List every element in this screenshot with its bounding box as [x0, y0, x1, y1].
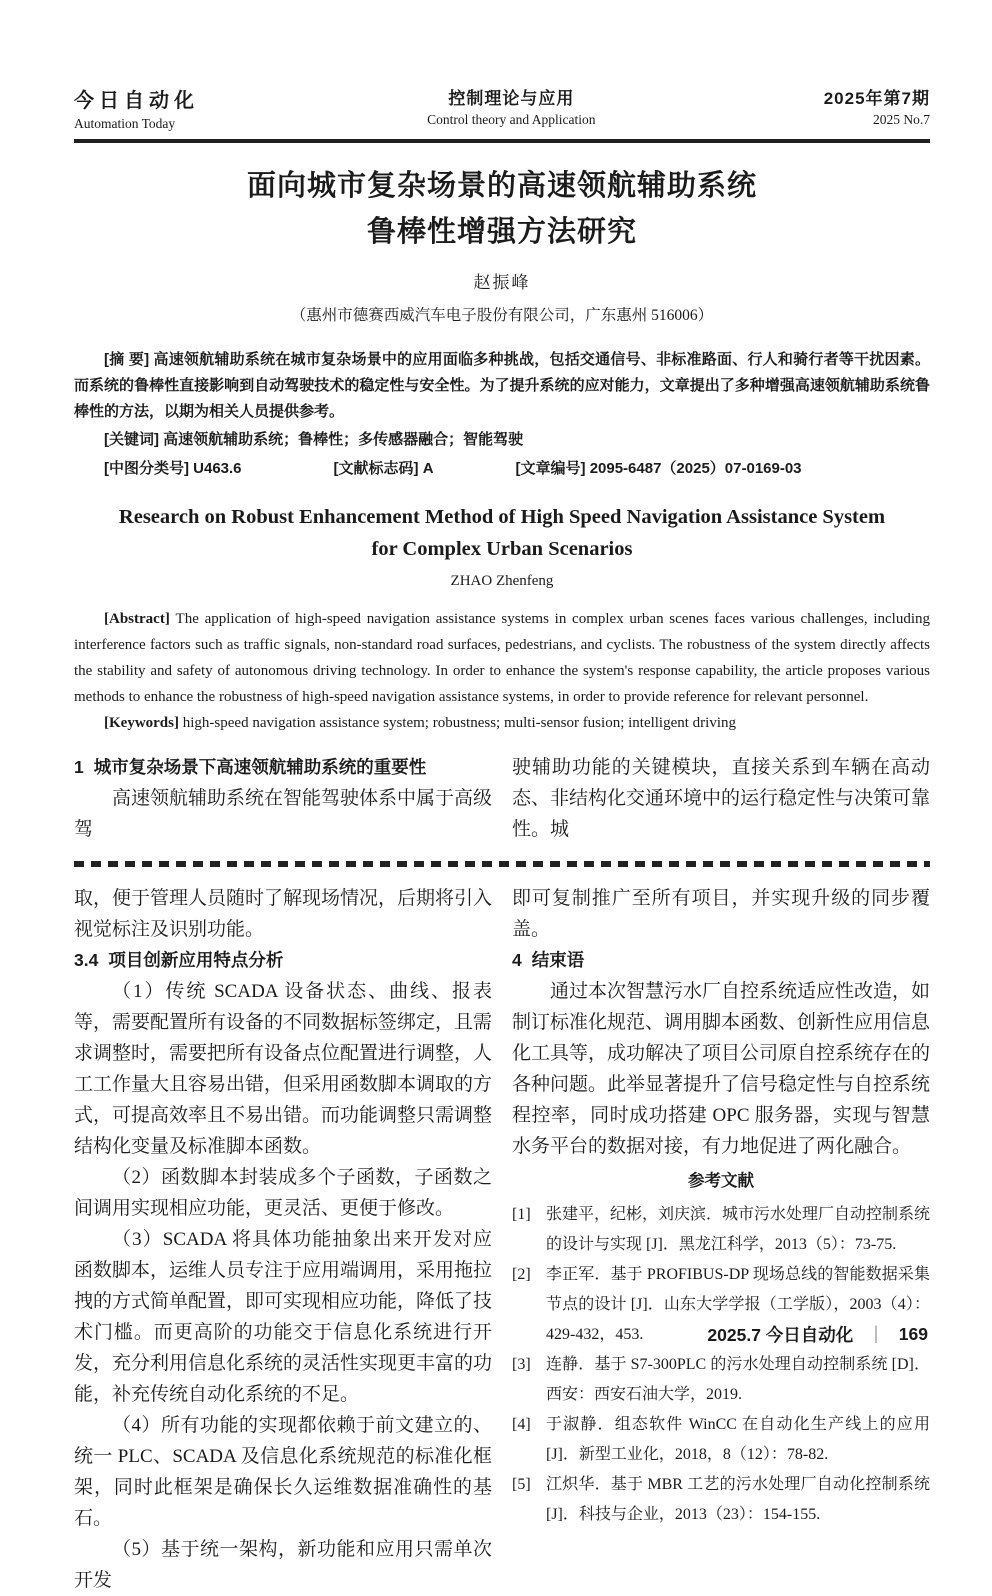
abstract-en-text: The application of high-speed navigation assistance systems in complex urban scenes faces various challenges, including interference factors such as traffic signals, non-standard road surfaces, pedestrians, and cyclists. The robustness of the system directly affects the stability and safety of autonomous driving technology. In order to enhance the system's response capability, the article proposes various methods to enhance the robustness of high-speed navigation assistance systems, in order to provide reference for relevant personnel. — [74, 611, 930, 706]
section1-right-text: 驶辅助功能的关键模块，直接关系到车辆在高动态、非结构化交通环境中的运行稳定性与决策可靠性。城 — [512, 757, 931, 841]
abstract-en — [74, 606, 930, 710]
footer-divider: ｜ — [867, 1325, 885, 1345]
column-name-en: Control theory and Application — [427, 112, 596, 127]
column-name-cn: 控制理论与应用 — [448, 89, 575, 108]
section4-title: 结束语 — [531, 950, 585, 971]
affiliation: （惠州市德赛西威汽车电子股份有限公司，广东惠州 516006） — [290, 306, 714, 324]
section1-title: 城市复杂场景下高速领航辅助系统的重要性 — [93, 757, 427, 778]
paragraph: （1）传统 SCADA 设备状态、曲线、报表等，需要配置所有设备的不同数据标签绑定，且需求调整时，需要把所有设备点位配置进行调整，人工工作量大且容易出错，但采用函数脚本调取的方式，可提高效率且不易出错。而功能调整只需调整结构化变量及标准脚本函数。 — [74, 981, 493, 1158]
journal-header — [74, 84, 930, 132]
paragraph: （2）函数脚本封装成多个子函数，子函数之间调用实现相应功能，更灵活、更便于修改。 — [74, 1167, 492, 1220]
section4-number: 4 — [512, 950, 522, 971]
journal-masthead — [74, 84, 199, 132]
reference-number: [4] — [512, 1416, 531, 1434]
keywords-en — [74, 710, 930, 736]
article-title-en — [74, 502, 930, 566]
abstract-en-block — [74, 606, 930, 736]
continued-right-column — [512, 883, 930, 1596]
article-id: [文章编号] 2095-6487（2025）07-0169-03 — [515, 459, 802, 477]
reference-number: [5] — [512, 1476, 531, 1494]
keywords-en-text: high-speed navigation assistance system; robustness; multi-sensor fusion; intelligent driving — [182, 715, 737, 732]
reference-text: 江炽华．基于 MBR 工艺的污水处理厂自动化控制系统 [J]．科技与企业，2013（23）：154-155. — [546, 1476, 930, 1524]
paragraph: （3）SCADA 将具体功能抽象出来开发对应函数脚本，运维人员专注于应用端调用，采用拖拉拽的方式简单配置，即可实现相应功能，降低了技术门槛。而更高阶的功能交于信息化系统进行开发，充分利用信息化系统的灵活性实现更丰富的功能，补充传统自动化系统的不足。 — [74, 1229, 493, 1406]
section4-heading — [512, 945, 930, 976]
section34-number: 3.4 — [74, 950, 99, 971]
section1-heading — [74, 752, 492, 783]
abstract-cn: [摘 要] 高速领航辅助系统在城市复杂场景中的应用面临多种挑战，包括交通信号、非标准路面、行人和骑行者等干扰因素。而系统的鲁棒性直接影响到自动驾驶技术的稳定性与安全性。为了提升系统的应对能力，文章提出了多种增强高速领航辅助系统鲁棒性的方法，以期为相关人员提供参考。 — [74, 350, 930, 420]
section34-title: 项目创新应用特点分析 — [108, 950, 284, 971]
front-matter — [74, 347, 930, 482]
reference-item — [512, 1410, 930, 1470]
title-cn-line2: 鲁棒性增强方法研究 — [366, 216, 637, 249]
paragraph: （5）基于统一架构，新功能和应用只需单次开发 — [74, 1539, 492, 1592]
section1-right-column — [512, 752, 930, 845]
paragraph: （4）所有功能的实现都依赖于前文建立的、统一 PLC、SCADA 及信息化系统规范的标准化框架，同时此框架是确保长久运维数据准确性的基石。 — [74, 1415, 492, 1530]
reference-item — [512, 1200, 930, 1260]
issue-en: 2025 No.7 — [872, 112, 930, 127]
section34-heading — [74, 945, 492, 976]
reference-text: 连静．基于 S7-300PLC 的污水处理自动控制系统 [D]．西安：西安石油大学，2019. — [546, 1356, 930, 1404]
references-heading: 参考文献 — [688, 1172, 754, 1191]
classification-line — [74, 456, 930, 482]
title-en-line1: Research on Robust Enhancement Method of High Speed Navigation Assistance System — [118, 505, 886, 528]
continued-columns — [74, 883, 930, 1596]
reference-text: 张建平，纪彬，刘庆滨．城市污水处理厂自动控制系统的设计与实现 [J]．黑龙江科学，2013（5）：73-75. — [546, 1206, 931, 1254]
keywords-en-label: [Keywords] — [104, 715, 183, 732]
article-title-cn — [74, 163, 930, 256]
reference-number: [3] — [512, 1356, 531, 1374]
reference-text: 李正军．基于 PROFIBUS-DP 现场总线的智能数据采集节点的设计 [J]．山东大学学报（工学版），2003（4）：429-432，453. — [546, 1266, 930, 1344]
section1-columns — [74, 752, 930, 845]
clc-number: [中图分类号] U463.6 — [104, 459, 242, 477]
author-en: ZHAO Zhenfeng — [450, 573, 554, 590]
reference-item — [512, 1470, 930, 1530]
title-cn-line1: 面向城市复杂场景的高速领航辅助系统 — [246, 170, 757, 202]
paragraph: 即可复制推广至所有项目，并实现升级的同步覆盖。 — [512, 888, 930, 941]
section1-left-text: 高速领航辅助系统在智能驾驶体系中属于高级驾 — [74, 788, 493, 841]
title-en-line2: for Complex Urban Scenarios — [371, 537, 633, 560]
document-code: [文献标志码] A — [333, 459, 434, 477]
page-footer — [707, 1322, 928, 1347]
dashed-separator — [74, 861, 930, 867]
reference-number: [1] — [512, 1206, 531, 1224]
paragraph: 取，便于管理人员随时了解现场情况，后期将引入视觉标注及识别功能。 — [74, 888, 493, 941]
footer-page-number: 169 — [898, 1324, 928, 1344]
section1-left-column — [74, 752, 492, 845]
author-cn: 赵振峰 — [473, 272, 531, 292]
journal-name-en: Automation Today — [74, 116, 176, 131]
continued-left-column — [74, 883, 492, 1596]
issue-cn: 2025年第7期 — [823, 89, 930, 108]
header-rule — [74, 139, 930, 143]
journal-column — [427, 84, 595, 128]
footer-issue-journal: 2025.7 今日自动化 — [707, 1325, 854, 1345]
section1-number: 1 — [74, 757, 84, 778]
reference-item — [512, 1350, 930, 1410]
reference-text: 于淑静．组态软件 WinCC 在自动化生产线上的应用 [J]．新型工业化，2018，8（12）：78-82. — [546, 1416, 930, 1464]
references-list — [512, 1200, 930, 1530]
keywords-cn: [关键词] 高速领航辅助系统；鲁棒性；多传感器融合；智能驾驶 — [104, 430, 524, 448]
paragraph: 通过本次智慧污水厂自控系统适应性改造，如制订标准化规范、调用脚本函数、创新性应用信息化工具等，成功解决了项目公司原自控系统存在的各种问题。此举显著提升了信号稳定性与自控系统程控率，同时成功搭建 OPC 服务器，实现与智慧水务平台的数据对接，有力地促进了两化融合。 — [512, 981, 931, 1158]
reference-number: [2] — [512, 1266, 531, 1284]
abstract-en-label: [Abstract] — [104, 611, 176, 628]
journal-name-cn: 今日自动化 — [74, 90, 199, 112]
journal-issue — [824, 84, 930, 128]
